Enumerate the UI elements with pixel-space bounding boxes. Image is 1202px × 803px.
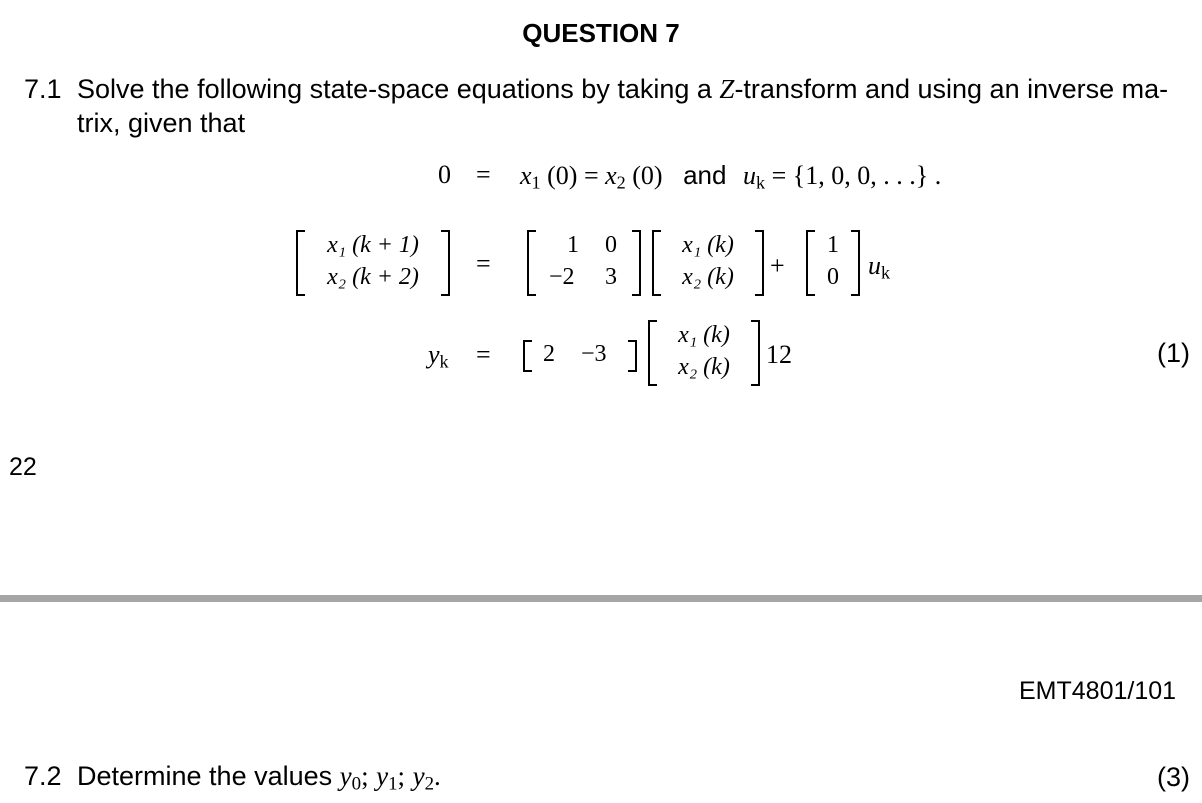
question-7-1-text xyxy=(77,72,1192,140)
question-title: QUESTION 7 xyxy=(522,18,680,48)
equals-sign: = xyxy=(476,340,491,369)
output-yk: $y_k$ xyxy=(428,340,449,372)
question-7-2-text: Determine the values $y_0$; $y_1$; $y_2$. xyxy=(77,761,441,795)
state-next-vector: x₁ (k + 1) x₂ (k + 2) xyxy=(296,230,450,296)
equals-sign: = xyxy=(476,160,491,189)
input-uk: $u_k$ xyxy=(868,251,891,283)
question-7-1-line1: Solve the following state-space equations by taking a Z-transform and using an inverse ma- xyxy=(77,74,1169,104)
matrix-c: 2 −3 xyxy=(523,340,637,372)
page-code: EMT4801/101 xyxy=(1019,677,1177,705)
plus-sign: + xyxy=(770,251,785,280)
state-vector: x₁ (k) x₂ (k) xyxy=(652,230,764,296)
matrix-a: 1 0 −2 3 xyxy=(527,230,641,296)
matrix-b: 1 0 xyxy=(806,230,860,296)
page-divider xyxy=(0,595,1202,602)
equals-sign: = xyxy=(476,249,491,278)
marks-label: (3) xyxy=(1157,762,1190,792)
state-vector-output: x₁ (k) x₂ (k) xyxy=(648,320,760,386)
question-number-7-1: 7.1 xyxy=(24,74,62,104)
initial-conditions-rhs: $x_1$ $(0) = x_2$ (0) and $u_k = \{1$, 0, 0, . . .} . xyxy=(520,160,942,193)
margin-note: 22 xyxy=(9,453,37,481)
question-number-7-2: 7.2 xyxy=(24,761,62,791)
equation-tag: (1) xyxy=(1157,338,1190,368)
initial-conditions-equation: 0 xyxy=(438,160,451,189)
question-7-1-line2: trix, given that xyxy=(77,108,246,138)
trailing-number: 12 xyxy=(766,340,792,369)
